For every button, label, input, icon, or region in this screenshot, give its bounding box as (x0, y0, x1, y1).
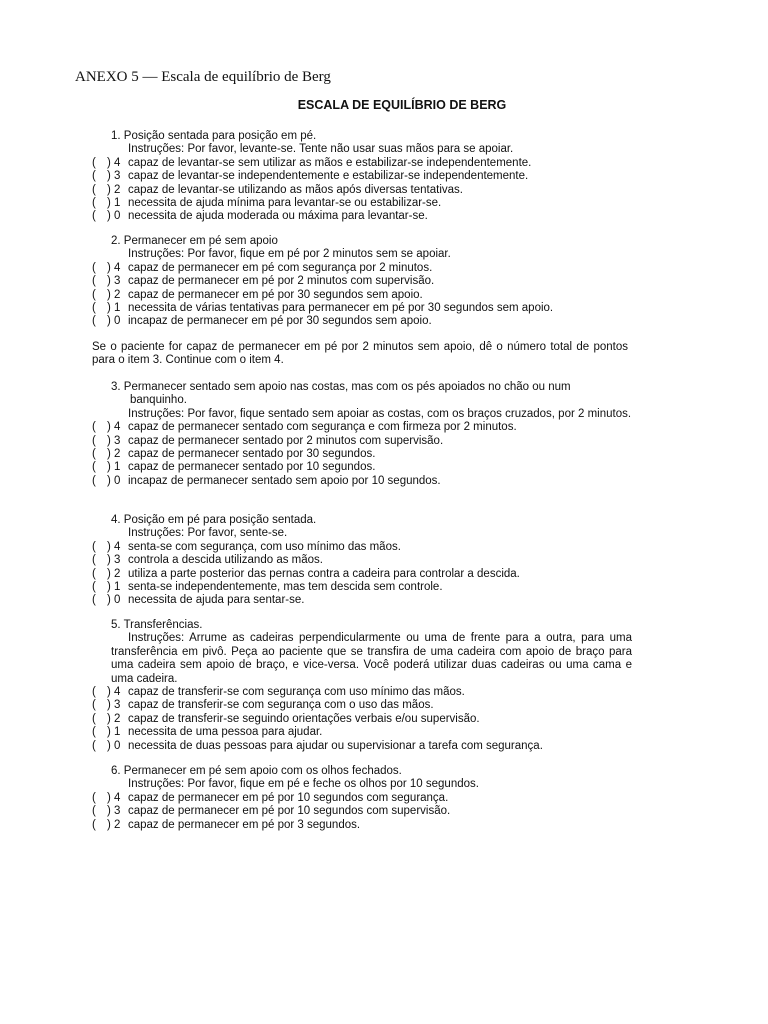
option-row[interactable] (92, 289, 632, 302)
instruction-note: Se o paciente for capaz de permanecer em pé por 2 minutos sem apoio, dê o número total de pontos para o item 3. Continue com o item 4. (92, 341, 628, 367)
option-score: ) 4 (107, 686, 121, 699)
section-6 (92, 765, 632, 832)
option-score: ) 1 (107, 197, 121, 210)
option-row[interactable] (92, 740, 632, 753)
option-text: senta-se com segurança, com uso mínimo das mãos. (128, 540, 401, 553)
option-text: capaz de transferir-se seguindo orientações verbais e/ou supervisão. (128, 712, 480, 725)
option-text: utiliza a parte posterior das pernas contra a cadeira para controlar a descida. (128, 567, 520, 580)
option-text: capaz de permanecer em pé por 30 segundos sem apoio. (128, 288, 423, 301)
option-text: capaz de levantar-se sem utilizar as mãos e estabilizar-se independentemente. (128, 156, 532, 169)
section-instructions: Instruções: Por favor, sente-se. (128, 527, 288, 540)
option-score: ) 1 (107, 726, 121, 739)
option-text: capaz de permanecer em pé por 10 segundos com segurança. (128, 791, 449, 804)
option-score: ) 0 (107, 474, 121, 487)
option-row[interactable] (92, 699, 632, 712)
checkbox[interactable]: ( (92, 686, 96, 699)
checkbox[interactable]: ( (92, 791, 96, 804)
checkbox[interactable]: ( (92, 261, 96, 274)
option-row[interactable] (92, 262, 632, 275)
option-text: capaz de permanecer sentado por 2 minutos com supervisão. (128, 434, 444, 447)
checkbox[interactable]: ( (92, 210, 96, 223)
option-text: capaz de permanecer em pé com segurança por 2 minutos. (128, 261, 433, 274)
option-row[interactable] (92, 421, 632, 434)
option-row[interactable] (92, 554, 632, 567)
option-text: necessita de ajuda mínima para levantar-se ou estabilizar-se. (128, 197, 442, 210)
option-row[interactable] (92, 461, 632, 474)
option-row[interactable] (92, 792, 632, 805)
option-score: ) 0 (107, 210, 121, 223)
option-text: necessita de uma pessoa para ajudar. (128, 726, 323, 739)
option-row[interactable] (92, 594, 632, 607)
checkbox[interactable]: ( (92, 434, 96, 447)
checkbox[interactable]: ( (92, 183, 96, 196)
checkbox[interactable]: ( (92, 315, 96, 328)
section-2 (92, 235, 632, 329)
option-text: necessita de ajuda para sentar-se. (128, 594, 305, 607)
option-score: ) 3 (107, 554, 121, 567)
option-row[interactable] (92, 568, 632, 581)
section-title: 6. Permanecer em pé sem apoio com os olhos fechados. (111, 765, 402, 777)
option-row[interactable] (92, 302, 632, 315)
option-row[interactable] (92, 686, 632, 699)
option-row[interactable] (92, 726, 632, 739)
option-score: ) 0 (107, 315, 121, 328)
page-header: ANEXO 5 — Escala de equilíbrio de Berg (75, 69, 331, 85)
checkbox[interactable]: ( (92, 567, 96, 580)
option-score: ) 4 (107, 421, 121, 434)
section-instructions: Instruções: Por favor, fique em pé e feche os olhos por 10 segundos. (128, 778, 479, 791)
option-row[interactable] (92, 475, 632, 488)
option-text: necessita de várias tentativas para permanecer em pé por 30 segundos sem apoio. (128, 302, 554, 315)
checkbox[interactable]: ( (92, 461, 96, 474)
section-title: 5. Transferências. (111, 619, 203, 631)
option-score: ) 4 (107, 261, 121, 274)
option-text: capaz de transferir-se com segurança com o uso das mãos. (128, 699, 434, 712)
option-row[interactable] (92, 435, 632, 448)
checkbox[interactable]: ( (92, 554, 96, 567)
section-3 (92, 381, 632, 488)
checkbox[interactable]: ( (92, 739, 96, 752)
option-score: ) 3 (107, 170, 121, 183)
option-row[interactable] (92, 210, 632, 223)
checkbox[interactable]: ( (92, 594, 96, 607)
option-score: ) 3 (107, 275, 121, 288)
option-text: capaz de permanecer em pé por 3 segundos. (128, 818, 361, 831)
option-text: senta-se independentemente, mas tem descida sem controle. (128, 581, 443, 594)
checkbox[interactable]: ( (92, 170, 96, 183)
option-text: necessita de ajuda moderada ou máxima para levantar-se. (128, 210, 428, 223)
section-4 (92, 514, 632, 608)
checkbox[interactable]: ( (92, 275, 96, 288)
option-text: capaz de permanecer em pé por 10 segundos com supervisão. (128, 805, 451, 818)
option-score: ) 2 (107, 712, 121, 725)
option-text: incapaz de permanecer sentado sem apoio por 10 segundos. (128, 474, 441, 487)
checkbox[interactable]: ( (92, 474, 96, 487)
option-row[interactable] (92, 315, 632, 328)
option-row[interactable] (92, 541, 632, 554)
checkbox[interactable]: ( (92, 805, 96, 818)
checkbox[interactable]: ( (92, 197, 96, 210)
section-instructions: Instruções: Por favor, fique em pé por 2 minutos sem se apoiar. (128, 248, 451, 261)
option-row[interactable] (92, 819, 632, 832)
option-score: ) 2 (107, 567, 121, 580)
checkbox[interactable]: ( (92, 712, 96, 725)
checkbox[interactable]: ( (92, 818, 96, 831)
section-title: 3. Permanecer sentado sem apoio nas costas, mas com os pés apoiados no chão ou num banquinho. (111, 381, 571, 407)
option-score: ) 2 (107, 818, 121, 831)
checkbox[interactable]: ( (92, 726, 96, 739)
section-title: 2. Permanecer em pé sem apoio (111, 235, 278, 247)
checkbox[interactable]: ( (92, 421, 96, 434)
section-instructions: Instruções: Por favor, fique sentado sem apoiar as costas, com os braços cruzados, por 2 minutos. (128, 407, 632, 420)
checkbox[interactable]: ( (92, 540, 96, 553)
option-text: necessita de duas pessoas para ajudar ou supervisionar a tarefa com segurança. (128, 739, 543, 752)
option-text: capaz de permanecer sentado por 30 segundos. (128, 448, 376, 461)
option-row[interactable] (92, 157, 632, 170)
option-score: ) 1 (107, 581, 121, 594)
option-text: controla a descida utilizando as mãos. (128, 554, 323, 567)
option-row[interactable] (92, 184, 632, 197)
section-instructions: Instruções: Por favor, levante-se. Tente não usar suas mãos para se apoiar. (128, 143, 514, 156)
option-text: capaz de permanecer sentado com segurança e com firmeza por 2 minutos. (128, 421, 517, 434)
option-row[interactable] (92, 448, 632, 461)
option-text: incapaz de permanecer em pé por 30 segundos sem apoio. (128, 315, 432, 328)
option-text: capaz de levantar-se utilizando as mãos após diversas tentativas. (128, 183, 463, 196)
option-score: ) 0 (107, 739, 121, 752)
option-text: capaz de transferir-se com segurança com uso mínimo das mãos. (128, 686, 465, 699)
option-score: ) 3 (107, 434, 121, 447)
option-text: capaz de levantar-se independentemente e estabilizar-se independentemente. (128, 170, 529, 183)
section-1 (92, 130, 632, 224)
option-text: capaz de permanecer em pé por 2 minutos com supervisão. (128, 275, 435, 288)
checkbox[interactable]: ( (92, 156, 96, 169)
checkbox[interactable]: ( (92, 448, 96, 461)
option-row[interactable] (92, 197, 632, 210)
option-row[interactable] (92, 170, 632, 183)
option-score: ) 1 (107, 461, 121, 474)
option-score: ) 4 (107, 540, 121, 553)
option-text: capaz de permanecer sentado por 10 segundos. (128, 461, 376, 474)
option-score: ) 4 (107, 791, 121, 804)
option-score: ) 2 (107, 183, 121, 196)
checkbox[interactable]: ( (92, 699, 96, 712)
section-title: 1. Posição sentada para posição em pé. (111, 130, 317, 142)
section-title: 4. Posição em pé para posição sentada. (111, 514, 317, 526)
checkbox[interactable]: ( (92, 288, 96, 301)
option-score: ) 1 (107, 302, 121, 315)
option-score: ) 0 (107, 594, 121, 607)
option-row[interactable] (92, 275, 632, 288)
option-score: ) 3 (107, 805, 121, 818)
option-score: ) 4 (107, 156, 121, 169)
option-row[interactable] (92, 581, 632, 594)
section-5 (92, 619, 632, 753)
option-row[interactable] (92, 713, 632, 726)
section-instructions: Instruções: Arrume as cadeiras perpendicularmente ou uma de frente para a outra, para uma transferência em pivô. Peça ao paciente que se transfira de uma cadeira com apoio de braço para uma cadeira sem apoio de braço, e vice-versa. Você poderá utilizar duas cadeiras ou uma cama e uma cadeira. (111, 632, 632, 685)
option-score: ) 3 (107, 699, 121, 712)
option-row[interactable] (92, 805, 632, 818)
checkbox[interactable]: ( (92, 302, 96, 315)
document-title: ESCALA DE EQUILÍBRIO DE BERG (297, 98, 507, 112)
option-score: ) 2 (107, 448, 121, 461)
option-score: ) 2 (107, 288, 121, 301)
checkbox[interactable]: ( (92, 581, 96, 594)
